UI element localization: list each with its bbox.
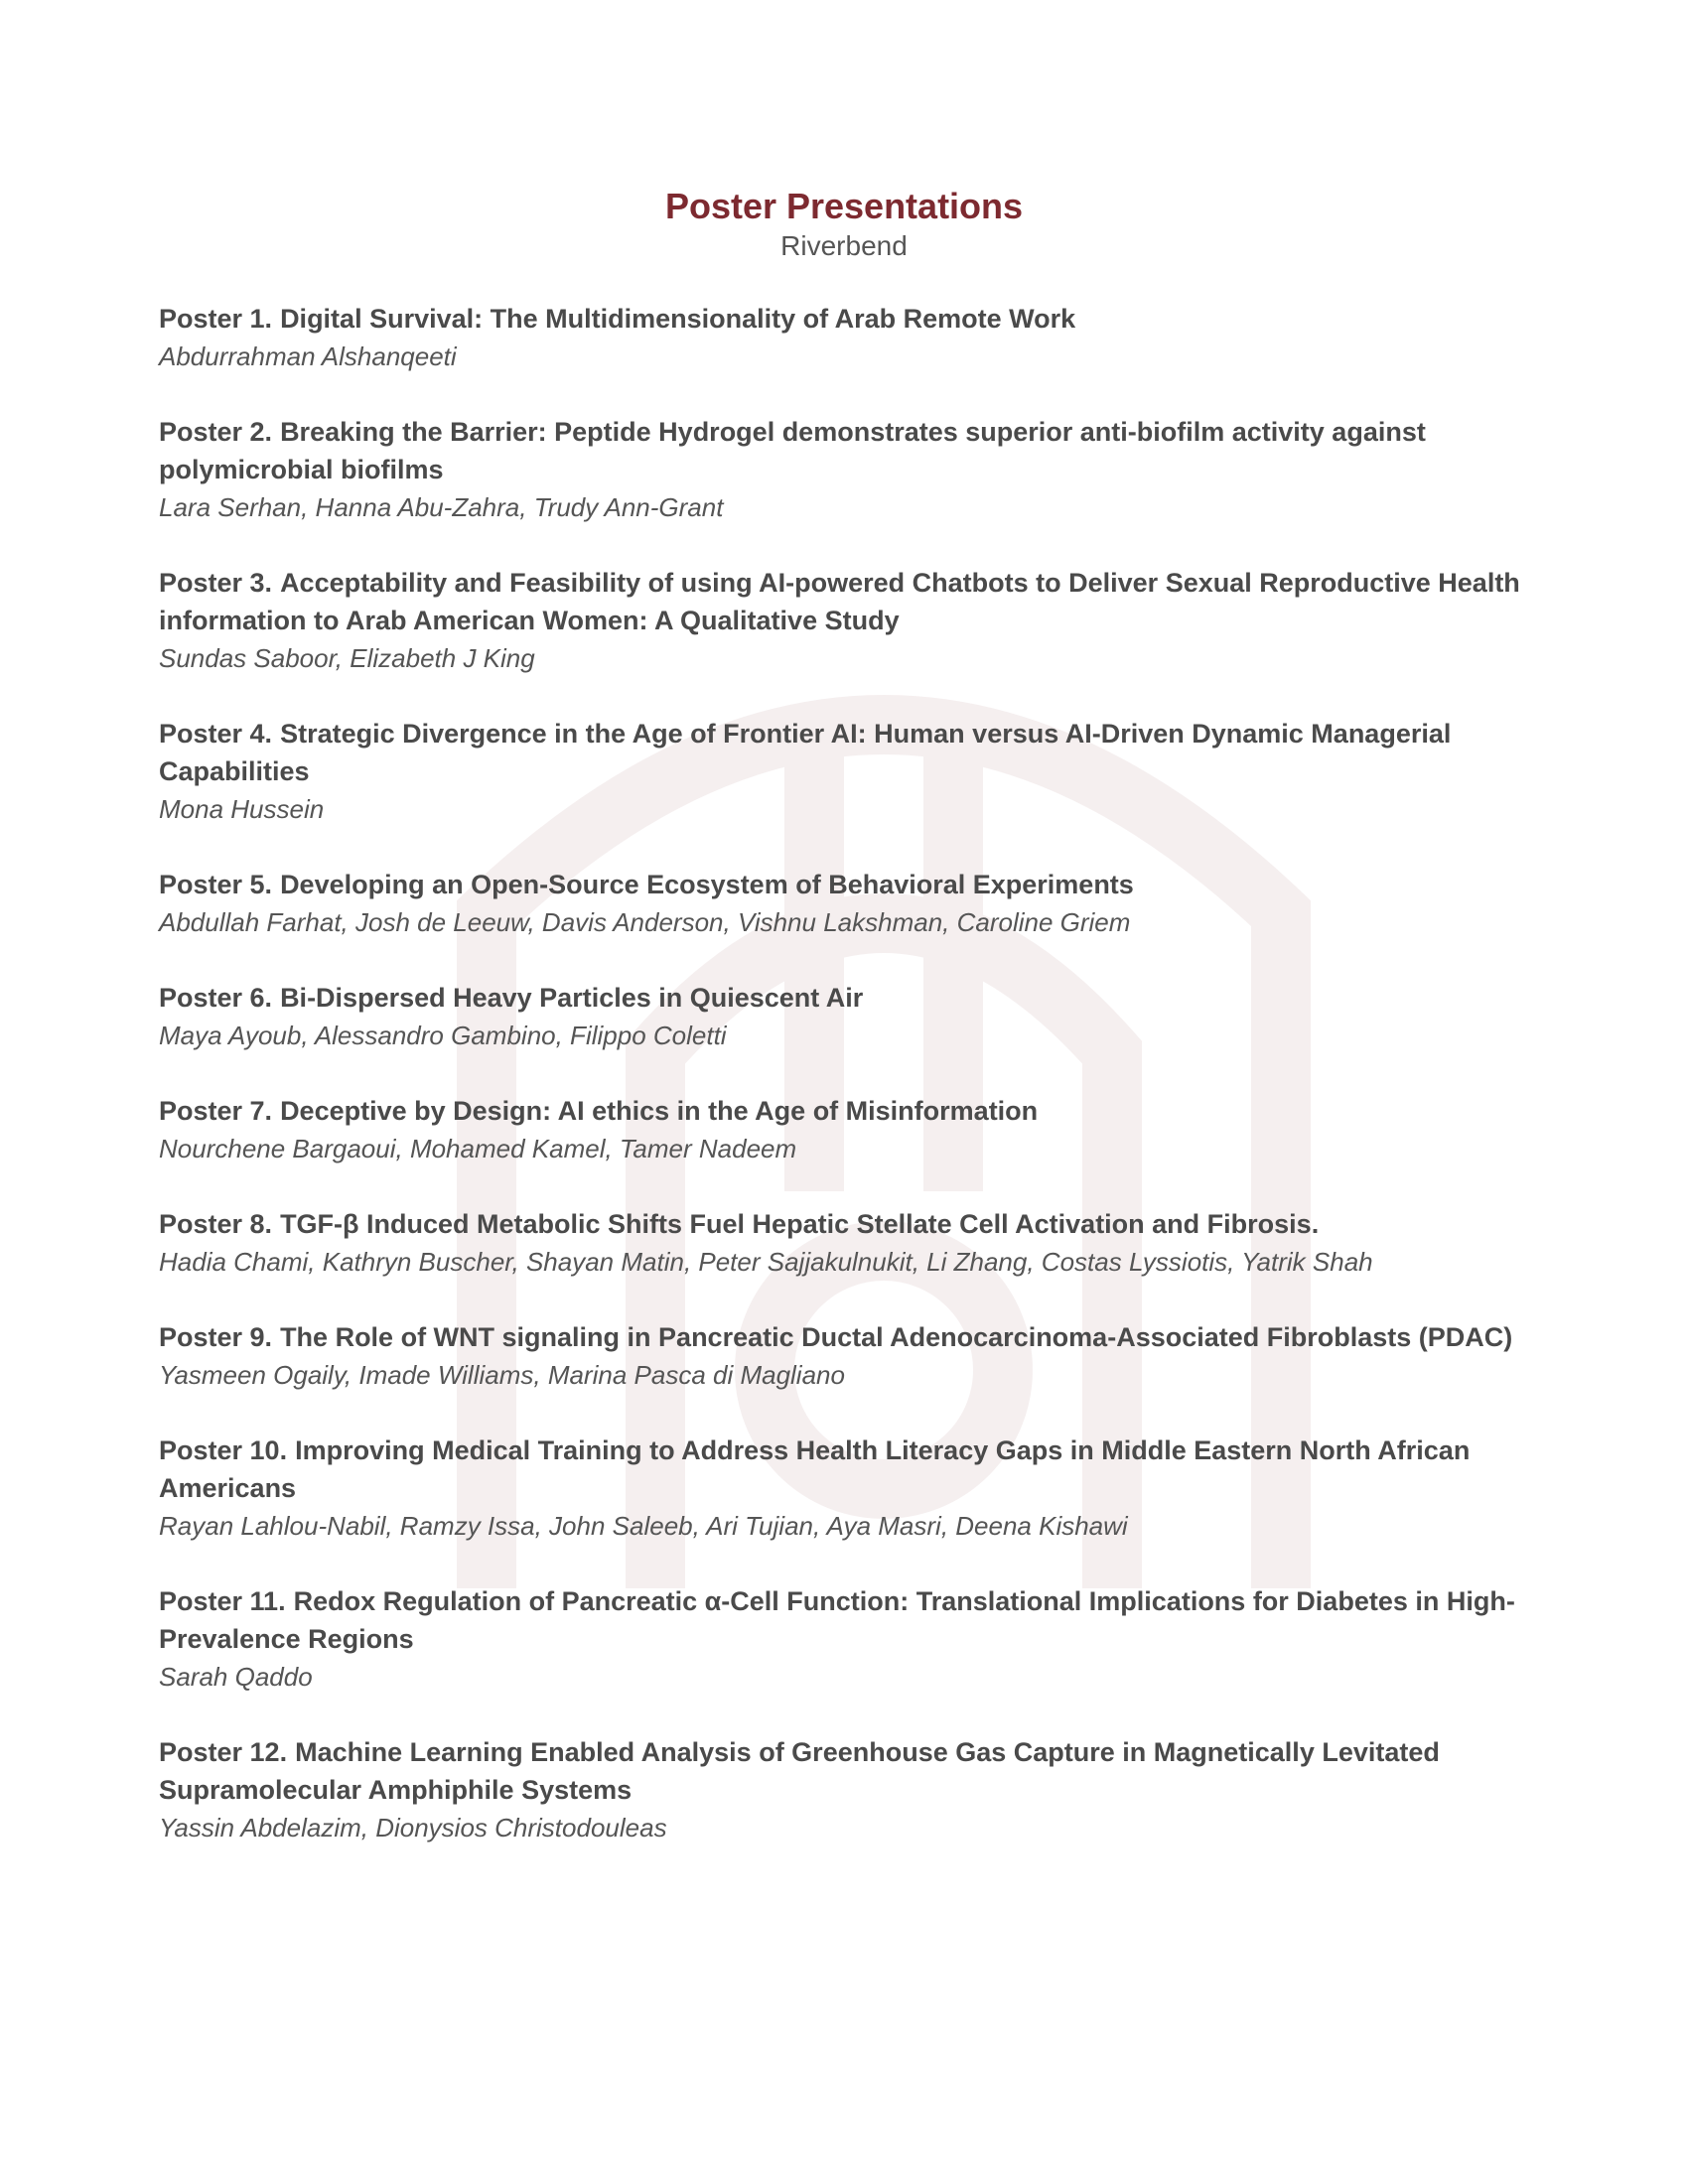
poster-title: Acceptability and Feasibility of using AI-powered Chatbots to Deliver Sexual Reproductive Health information to Arab American Women: A Qualitative Study: [159, 568, 1520, 635]
poster-number: Poster 6.: [159, 983, 273, 1013]
poster-title: Developing an Open-Source Ecosystem of Behavioral Experiments: [280, 870, 1134, 899]
poster-number: Poster 4.: [159, 719, 273, 749]
poster-authors: Mona Hussein: [159, 794, 325, 824]
poster-entry: [159, 1432, 1529, 1545]
poster-authors: Rayan Lahlou-Nabil, Ramzy Issa, John Saleeb, Ari Tujian, Aya Masri, Deena Kishawi: [159, 1511, 1128, 1541]
poster-title: Improving Medical Training to Address Health Literacy Gaps in Middle Eastern North African Americans: [159, 1435, 1471, 1503]
poster-title-line: [159, 1205, 1529, 1243]
poster-title-line: [159, 1318, 1529, 1356]
poster-title-line: [159, 1582, 1529, 1658]
poster-number: Poster 9.: [159, 1322, 273, 1352]
poster-title-line: [159, 564, 1529, 639]
poster-entry: [159, 1205, 1529, 1281]
poster-title-line: [159, 300, 1529, 338]
poster-authors: Sundas Saboor, Elizabeth J King: [159, 643, 535, 673]
poster-title: Breaking the Barrier: Peptide Hydrogel demonstrates superior anti-biofilm activity against polymicrobial biofilms: [159, 417, 1426, 484]
poster-title-line: [159, 1432, 1529, 1507]
poster-authors: Yassin Abdelazim, Dionysios Christodouleas: [159, 1813, 667, 1843]
poster-number: Poster 12.: [159, 1737, 288, 1767]
poster-title: TGF-β Induced Metabolic Shifts Fuel Hepatic Stellate Cell Activation and Fibrosis.: [280, 1209, 1320, 1239]
poster-authors: Hadia Chami, Kathryn Buscher, Shayan Matin, Peter Sajjakulnukit, Li Zhang, Costas Lyssiotis, Yatrik Shah: [159, 1247, 1373, 1277]
poster-entry: [159, 715, 1529, 828]
poster-list: [159, 300, 1529, 1846]
poster-authors: Sarah Qaddo: [159, 1662, 313, 1692]
poster-number: Poster 7.: [159, 1096, 273, 1126]
poster-entry: [159, 300, 1529, 375]
poster-number: Poster 10.: [159, 1435, 288, 1465]
page-title: Poster Presentations: [664, 186, 1024, 226]
poster-program-page: [159, 185, 1529, 1884]
poster-title-line: [159, 413, 1529, 488]
poster-title: Redox Regulation of Pancreatic α-Cell Function: Translational Implications for Diabetes in High-Prevalence Regions: [159, 1586, 1515, 1654]
poster-number: Poster 5.: [159, 870, 273, 899]
poster-entry: [159, 413, 1529, 526]
poster-entry: [159, 1318, 1529, 1394]
poster-authors: Abdurrahman Alshanqeeti: [159, 341, 457, 371]
poster-entry: [159, 866, 1529, 941]
page-header: [159, 185, 1529, 264]
poster-title: Machine Learning Enabled Analysis of Greenhouse Gas Capture in Magnetically Levitated Supramolecular Amphiphile Systems: [159, 1737, 1440, 1805]
poster-title: Bi-Dispersed Heavy Particles in Quiescent Air: [280, 983, 864, 1013]
poster-title-line: [159, 979, 1529, 1017]
poster-entry: [159, 979, 1529, 1054]
poster-title: The Role of WNT signaling in Pancreatic Ductal Adenocarcinoma-Associated Fibroblasts (PDAC): [280, 1322, 1513, 1352]
poster-entry: [159, 1733, 1529, 1846]
poster-entry: [159, 1582, 1529, 1696]
poster-title-line: [159, 1733, 1529, 1809]
poster-title: Strategic Divergence in the Age of Frontier AI: Human versus AI-Driven Dynamic Managerial Capabilities: [159, 719, 1452, 786]
poster-authors: Lara Serhan, Hanna Abu-Zahra, Trudy Ann-Grant: [159, 492, 724, 522]
poster-entry: [159, 1092, 1529, 1167]
poster-authors: Abdullah Farhat, Josh de Leeuw, Davis Anderson, Vishnu Lakshman, Caroline Griem: [159, 907, 1131, 937]
poster-number: Poster 3.: [159, 568, 273, 598]
poster-entry: [159, 564, 1529, 677]
poster-authors: Maya Ayoub, Alessandro Gambino, Filippo Coletti: [159, 1021, 727, 1050]
poster-number: Poster 8.: [159, 1209, 273, 1239]
poster-title-line: [159, 715, 1529, 790]
poster-title: Deceptive by Design: AI ethics in the Age of Misinformation: [280, 1096, 1039, 1126]
page-location: Riverbend: [780, 230, 908, 261]
poster-title: Digital Survival: The Multidimensionality of Arab Remote Work: [280, 304, 1076, 334]
poster-authors: Yasmeen Ogaily, Imade Williams, Marina Pasca di Magliano: [159, 1360, 845, 1390]
poster-title-line: [159, 1092, 1529, 1130]
poster-number: Poster 2.: [159, 417, 273, 447]
poster-number: Poster 11.: [159, 1586, 286, 1616]
poster-number: Poster 1.: [159, 304, 273, 334]
poster-title-line: [159, 866, 1529, 903]
poster-authors: Nourchene Bargaoui, Mohamed Kamel, Tamer Nadeem: [159, 1134, 797, 1163]
